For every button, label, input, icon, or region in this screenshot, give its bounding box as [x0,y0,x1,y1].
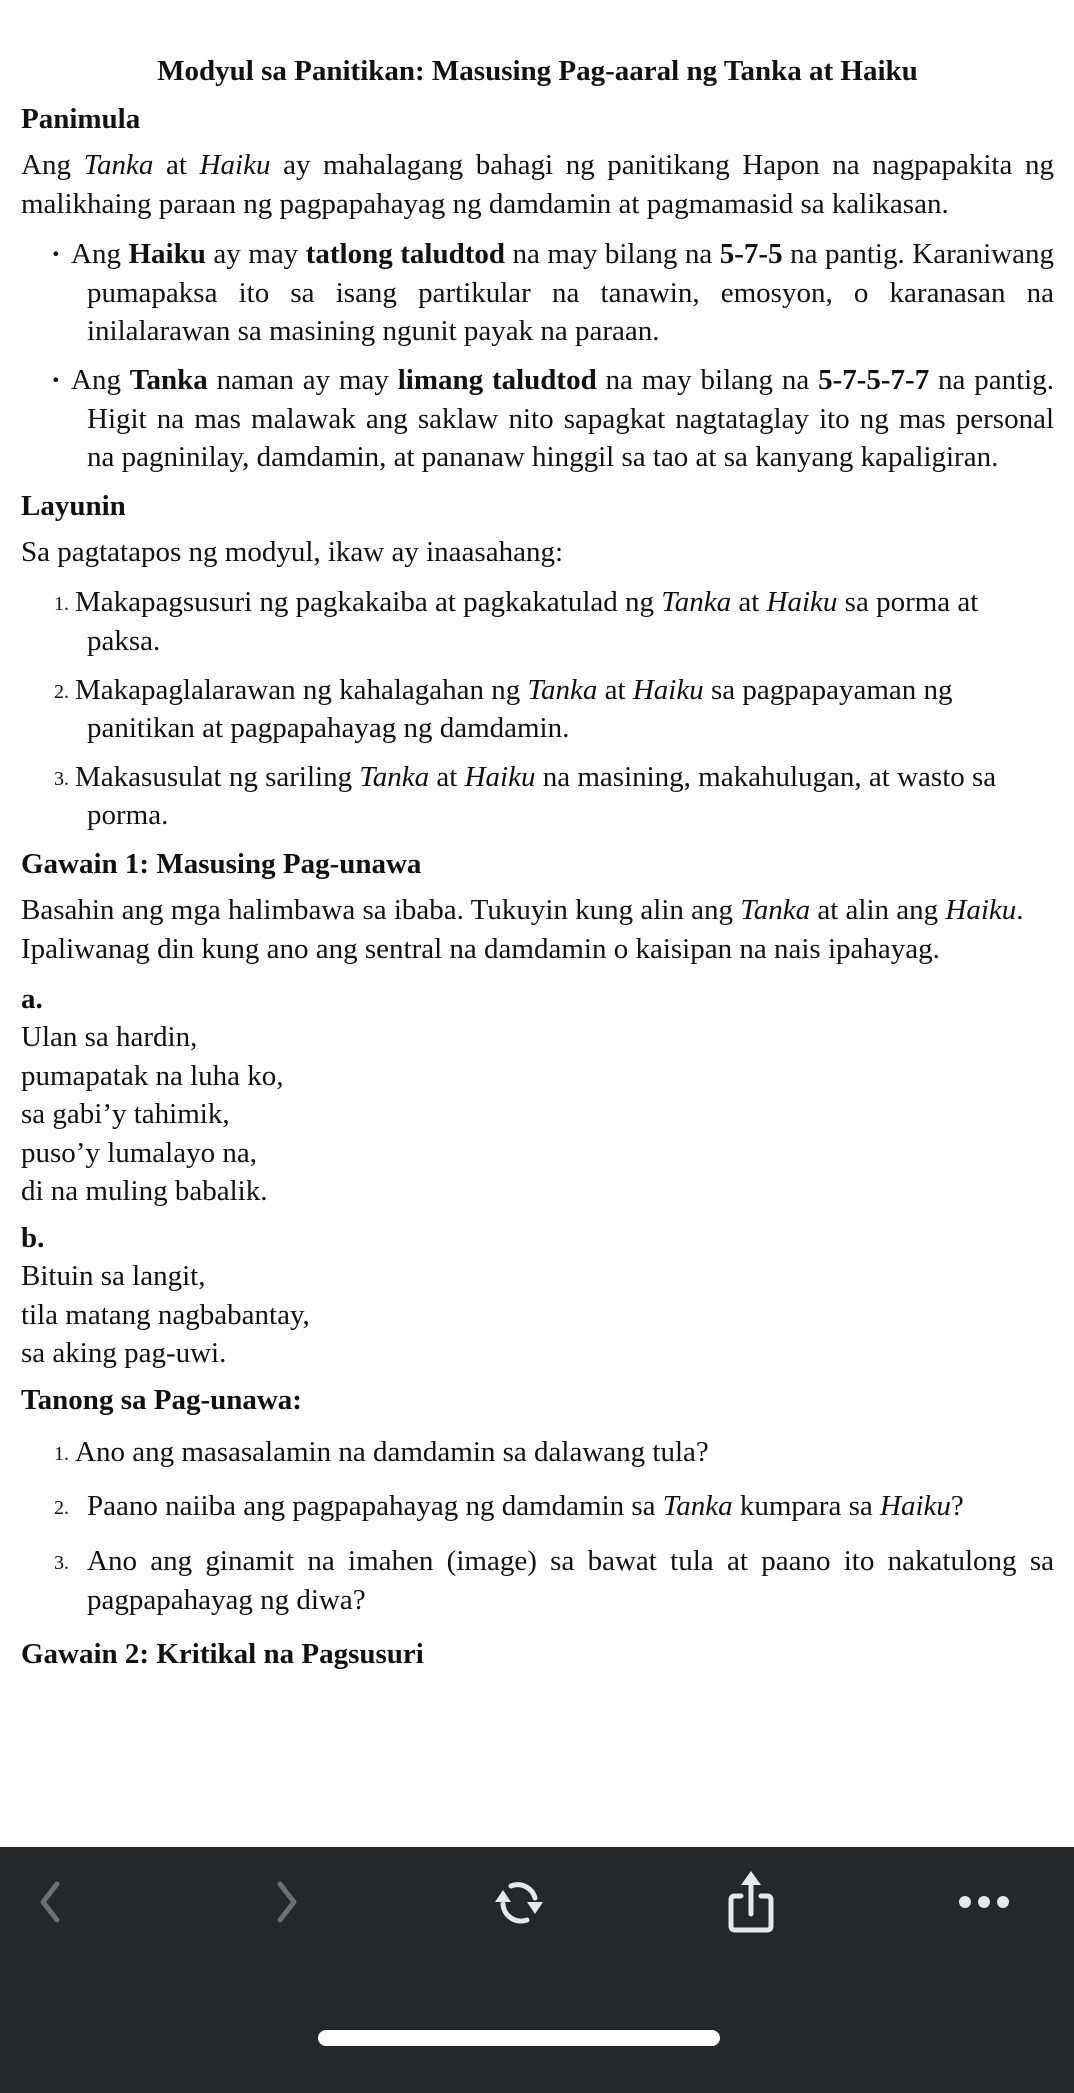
objectives-list [21,583,1054,835]
bold-term: Tanka [129,363,208,396]
more-options-button[interactable] [949,1867,1019,1937]
list-number: 3. [54,767,69,790]
emphasis-tanka: Tanka [662,1490,733,1523]
more-horizontal-icon [956,1892,1012,1912]
text-run: ay mahalagang bahagi ng panitikang Hapon na nagpapakita ng malikhaing paraan ng pagpapahayag ng damdamin at pagmamasid sa kalikasan. [21,149,1054,220]
gawain-1-instructions [21,891,1054,968]
list-number: 1. [54,593,69,616]
reload-icon [489,1874,549,1930]
poem-line: tila matang nagbabantay, [21,1298,310,1331]
question-text: Ano ang ginamit na imahen (image) sa bawat tula at paano ito nakatulong sa pagpapahayag ng diwa? [87,1545,1054,1616]
emphasis-haiku: Haiku [632,673,704,706]
text-run: ? [950,1490,964,1523]
bullet-text [71,364,1054,473]
text-run: Makapagsusuri ng pagkakaiba at pagkakatulad ng [75,586,662,619]
text-run: . Ipaliwanag din kung ano ang sentral na damdamin o kaisipan na nais ipahayag. [21,893,1024,965]
objective-text [75,761,996,832]
text-run: at [153,149,200,181]
emphasis-haiku: Haiku [464,760,536,793]
text-run: at [429,760,465,793]
bold-term: limang taludtod [397,363,597,396]
share-icon [725,1870,777,1934]
share-button[interactable] [716,1867,786,1937]
question-text: Ano ang masasalamin na damdamin sa dalawang tula? [75,1435,709,1468]
emphasis-tanka: Tanka [359,760,430,793]
chevron-right-icon [266,1878,306,1926]
text-run: Paano naiiba ang pagpapahayag ng damdamin sa [87,1490,663,1523]
text-run: na may bilang na [505,238,720,271]
forward-button[interactable] [251,1867,321,1937]
questions-heading: Tanong sa Pag-unawa: [21,1383,302,1416]
text-run: na pantig. Higit na mas malawak ang saklaw nito sapagkat nagtataglay ito ng mas personal na pagninilay, damdamin, at pananaw hinggil sa tao at sa kanyang kapaligiran. [87,363,1054,474]
chevron-left-icon [31,1878,71,1926]
text-run: at [597,673,633,706]
poem-label-a: a. [21,983,43,1016]
text-run: na masining, makahulugan, at wasto sa porma. [87,760,997,832]
objective-item [21,758,1054,835]
objective-text [75,586,978,657]
bullet-marker [51,361,61,400]
poem-line: Ulan sa hardin, [21,1021,198,1054]
bold-term: Haiku [128,238,206,271]
section-heading-layunin: Layunin [21,489,126,522]
question-item [21,1433,1054,1472]
panimula-intro-paragraph [21,146,1054,223]
text-run: na may bilang na [596,363,819,396]
bold-term: tatlong taludtod [305,238,505,271]
bullet-marker [51,235,61,274]
emphasis-tanka: Tanka [661,586,732,619]
poem-line: pumapatak na luha ko, [21,1059,284,1092]
section-heading-gawain-2: Gawain 2: Kritikal na Pagsusuri [21,1638,424,1671]
text-run: at alin ang [810,893,946,926]
text-run: sa pagpapayaman ng panitikan at pagpapahayag ng damdamin. [87,673,953,745]
emphasis-haiku: Haiku [880,1490,951,1523]
objective-item [21,671,1054,748]
emphasis-tanka: Tanka [740,893,811,926]
text-run: ay may [205,238,306,271]
text-run: sa porma at paksa. [87,586,979,657]
text-run: Ang [71,238,129,271]
bullet-text [71,238,1054,347]
emphasis-tanka: Tanka [527,673,598,706]
layunin-intro: Sa pagtatapos ng modyul, ikaw ay inaasahang: [21,535,564,568]
bullet-item-tanka [21,361,1054,477]
list-number: 3. [54,1552,69,1575]
bullet-item-haiku [21,235,1054,351]
question-item [21,1542,1054,1619]
text-run: Basahin ang mga halimbawa sa ibaba. Tukuyin kung alin ang [21,893,741,926]
poem-line: Bituin sa langit, [21,1260,206,1293]
poem-b [21,1257,1054,1373]
poem-line: sa aking pag-uwi. [21,1337,227,1370]
reload-button[interactable] [484,1867,554,1937]
section-heading-gawain-1: Gawain 1: Masusing Pag-unawa [21,847,422,880]
poem-line: puso’y lumalayo na, [21,1136,257,1169]
text-run: at [731,586,767,619]
poem-line: sa gabi’y tahimik, [21,1098,230,1131]
question-item [21,1487,1054,1526]
bold-term: 5-7-5 [719,238,783,271]
back-button[interactable] [16,1867,86,1937]
poem-a [21,1018,1054,1211]
text-run: Ang [71,363,130,396]
emphasis-haiku: Haiku [945,893,1017,926]
browser-bottom-toolbar [0,1847,1074,2093]
section-heading-panimula: Panimula [21,103,141,135]
text-run: naman ay may [207,363,398,396]
emphasis-tanka: Tanka [83,149,154,181]
poem-line: di na muling babalik. [21,1175,268,1208]
emphasis-haiku: Haiku [199,149,271,181]
objective-text [75,674,953,745]
text-run: Makasusulat ng sariling [75,760,360,793]
question-text [87,1490,964,1522]
objective-item [21,583,1054,660]
list-number: 2. [54,1497,69,1520]
text-run: na pantig. Karaniwang pumapaksa ito sa isang partikular na tanawin, emosyon, o karanasan na inilalarawan sa masining ngunit payak na paraan. [87,238,1054,348]
poem-label-b: b. [21,1222,45,1255]
text-run: Makapaglalarawan ng kahalagahan ng [75,673,528,706]
list-number: 2. [54,680,69,703]
home-indicator[interactable] [318,2030,720,2046]
emphasis-haiku: Haiku [766,586,838,619]
text-run: Ang [21,149,84,181]
list-number: 1. [54,1442,69,1465]
bold-term: 5-7-5-7-7 [818,363,930,396]
panimula-bullet-list [21,235,1054,477]
text-run: kumpara sa [732,1490,880,1523]
questions-list [21,1433,1054,1619]
document-title: Modyul sa Panitikan: Masusing Pag-aaral ng Tanka at Haiku [157,55,918,87]
